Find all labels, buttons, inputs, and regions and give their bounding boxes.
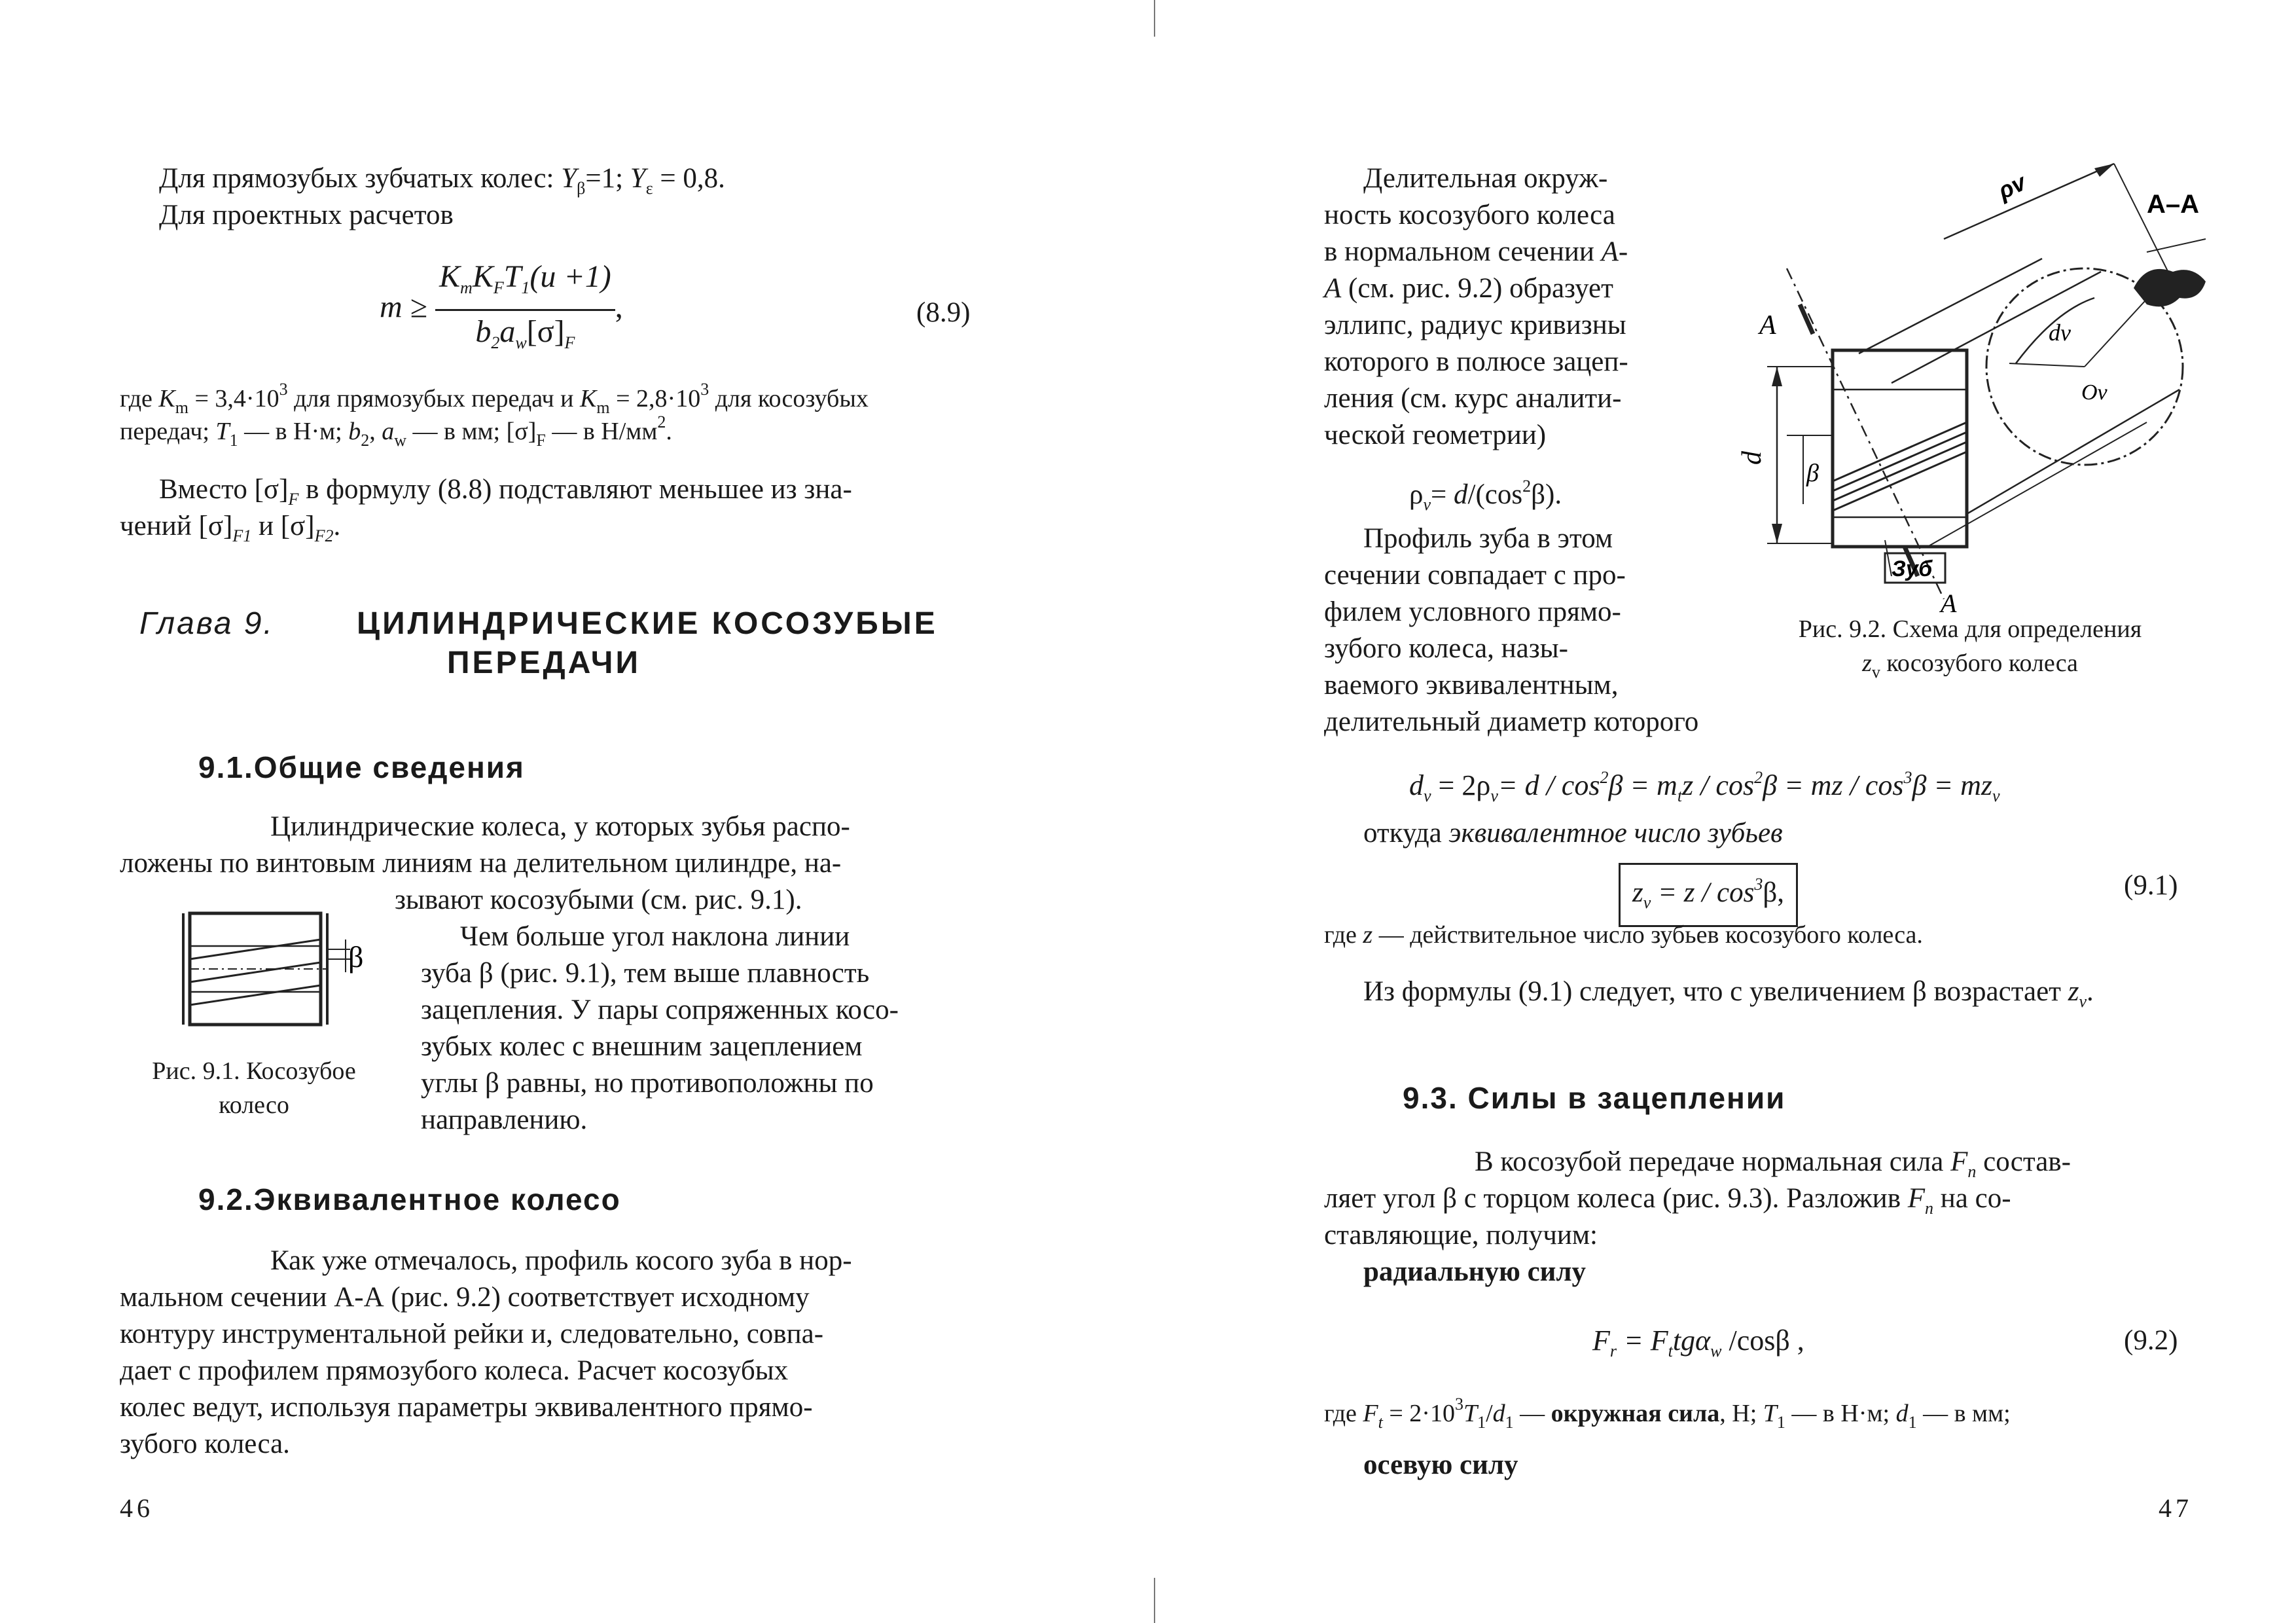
figure-9-2-equivalent-gear-scheme <box>1728 147 2212 619</box>
section-9-1-line2: ложены по винтовым линиям на делительном цилиндре, на- <box>120 848 842 879</box>
section-9-1-line8: углы β равны, но противоположны по <box>421 1068 874 1099</box>
section-9-3-line1: В косозубой передаче нормальная сила $F_n$ состав- <box>1475 1146 2071 1181</box>
whence-line: откуда эквивалентное число зубьев <box>1363 818 1783 848</box>
formula-8-9-fraction: $\frac{K_mK_FT_1(u +1)}{b_2a_w[\sigma]_F}$ <box>435 259 615 361</box>
figure-9-2-label-rho: ρv <box>1994 168 2030 205</box>
profile-line5: ваемого эквивалентным, <box>1324 670 1619 701</box>
section-9-1-line4: Чем больше угол наклона линии <box>460 921 850 952</box>
tangential-force-line: где $F_t = 2\cdot 10^3T_1/d_1$ — окружная сила, Н; $T_1$ — в Н·м; $d_1$ — в мм; <box>1324 1395 2011 1432</box>
figure-9-2-caption-line1: Рис. 9.2. Схема для определения <box>1798 615 2142 643</box>
section-9-2-line2: мальном сечении А-А (рис. 9.2) соответствует исходному <box>120 1282 810 1313</box>
figure-9-1-caption-line2: колесо <box>219 1091 289 1119</box>
section-9-2-line3: контуру инструментальной рейки и, следовательно, совпа- <box>120 1319 824 1349</box>
left-page-number: 46 <box>120 1493 154 1523</box>
design-calc-line: Для проектных расчетов <box>159 200 454 230</box>
right-page-number: 47 <box>2159 1493 2193 1523</box>
pitch-circle-line2: ность косозубого колеса <box>1324 200 1615 230</box>
figure-9-2-label-beta: β <box>1806 460 1819 487</box>
figure-9-1-caption-line1: Рис. 9.1. Косозубое <box>152 1057 356 1085</box>
section-9-2-line5: колес ведут, используя параметры эквивалентного прямо- <box>120 1392 813 1423</box>
instead-paragraph-line1: Вместо $[\sigma]_F$ в формулу (8.8) подставляют меньшее из зна- <box>159 474 852 509</box>
figure-9-2-label-a-top: А <box>1759 310 1776 340</box>
section-9-2-heading: 9.2.Эквивалентное колесо <box>198 1182 621 1216</box>
profile-line3: филем условного прямо- <box>1324 596 1621 627</box>
section-9-3-line2: ляет угол β с торцом колеса (рис. 9.3). Разложив $F_n$ на со- <box>1324 1183 2011 1218</box>
profile-line6: делительный диаметр которого <box>1324 706 1699 737</box>
profile-line1: Профиль зуба в этом <box>1363 523 1613 554</box>
section-9-3-heading: 9.3. Силы в зацеплении <box>1403 1081 1786 1115</box>
section-9-1-line6: зацепления. У пары сопряженных косо- <box>421 994 899 1025</box>
figure-9-2-label-dv: dv <box>2049 319 2071 346</box>
section-9-2-line1: Как уже отмечалось, профиль косого зуба в нор- <box>270 1245 852 1276</box>
pitch-circle-line7: ления (см. курс аналити- <box>1324 383 1622 414</box>
dv-formula: $d_v = 2\rho_v= d / \cos^2\beta = m_tz / \cos^2\beta$ = mz / $\cos^3\beta = mz_v$ <box>1409 768 2000 805</box>
section-9-3-line3: ставляющие, получим: <box>1324 1220 1598 1250</box>
section-9-1-heading: 9.1.Общие сведения <box>198 750 525 784</box>
section-9-2-line6: зубого колеса. <box>120 1429 290 1459</box>
figure-9-2-label-tooth: Зуб <box>1892 556 1933 581</box>
section-9-1-line3: зывают косозубыми (см. рис. 9.1). <box>395 884 802 915</box>
formula-9-2-number: (9.2) <box>2124 1325 2178 1356</box>
radial-force-label: радиальную силу <box>1363 1256 1587 1287</box>
formula-8-9: m ≥ $\frac{K_mK_FT_1(u +1)}{b_2a_w[\sigma]_F}$ , <box>380 259 623 361</box>
figure-9-2-caption-line2: $z_v$ косозубого колеса <box>1862 649 2078 682</box>
gutter-mark-bottom <box>1154 1578 1155 1623</box>
figure-9-2-label-d: d <box>1737 451 1767 465</box>
chapter-title-line2: ПЕРЕДАЧИ <box>447 646 641 680</box>
figure-9-2-label-section: А–А <box>2147 190 2200 219</box>
formula-8-9-number: (8.9) <box>916 297 971 328</box>
pitch-circle-line3: в нормальном сечении А- <box>1324 236 1628 267</box>
figure-9-1-helical-gear <box>177 907 373 1038</box>
formula-9-1-boxed: $z_v = z / \cos^3\beta$, <box>1619 863 1798 927</box>
from-formula-line: Из формулы (9.1) следует, что с увеличением β возрастает $z_v$. <box>1363 976 2094 1011</box>
pitch-circle-line5: эллипс, радиус кривизны <box>1324 310 1626 340</box>
where-z-line: где z — действительное число зубьев косозубого колеса. <box>1324 921 1923 949</box>
straight-gear-coefficients: Для прямозубых зубчатых колес: $Y_\beta=1$; $Y_\varepsilon = 0,8$. <box>159 163 725 198</box>
where-km-line: где $K_m = 3,4\cdot 10^3$ для прямозубых передач и $K_m = 2,8\cdot 10^3$ для косозубых <box>120 380 869 417</box>
rho-formula: $\rho_v= d/(\cos^2\beta)$. <box>1409 477 1562 514</box>
instead-paragraph-line2: чений $[\sigma]_{F1}$ и $[\sigma]_{F2}$. <box>120 511 341 545</box>
section-9-1-line7: зубых колес с внешним зацеплением <box>421 1031 863 1062</box>
pitch-circle-line4: А (см. рис. 9.2) образует <box>1324 273 1613 304</box>
chapter-title-line1: ЦИЛИНДРИЧЕСКИЕ КОСОЗУБЫЕ <box>357 606 938 641</box>
figure-9-2-label-ov: Ov <box>2081 380 2108 405</box>
figure-9-1-beta-label: β <box>348 940 364 974</box>
section-9-1-line5: зуба β (рис. 9.1), тем выше плавность <box>421 958 870 989</box>
chapter-label: Глава 9. <box>139 606 274 641</box>
gutter-mark-top <box>1154 0 1155 37</box>
where-units-line: передач; $T_1$ — в Н·м; $b_2$, $a_w$ — в мм; $[\sigma]_F$ — в $Н/мм^2$. <box>120 412 672 450</box>
pitch-circle-line6: которого в полюсе зацеп- <box>1324 346 1628 377</box>
pitch-circle-line8: ческой геометрии) <box>1324 420 1547 450</box>
formula-9-2: $F_r = F_ttg\alpha_w$ /cosβ , <box>1592 1324 1804 1360</box>
figure-9-2-label-a-bottom: А <box>1941 589 1957 618</box>
section-9-1-line9: направлению. <box>421 1104 588 1135</box>
formula-9-1-number: (9.1) <box>2124 870 2178 901</box>
section-9-1-line1: Цилиндрические колеса, у которых зубья распо- <box>270 811 850 842</box>
profile-line4: зубого колеса, назы- <box>1324 633 1568 664</box>
axial-force-label: осевую силу <box>1363 1450 1518 1480</box>
profile-line2: сечении совпадает с про- <box>1324 560 1626 591</box>
section-9-2-line4: дает с профилем прямозубого колеса. Расчет косозубых <box>120 1355 789 1386</box>
pitch-circle-line1: Делительная окруж- <box>1363 163 1608 194</box>
